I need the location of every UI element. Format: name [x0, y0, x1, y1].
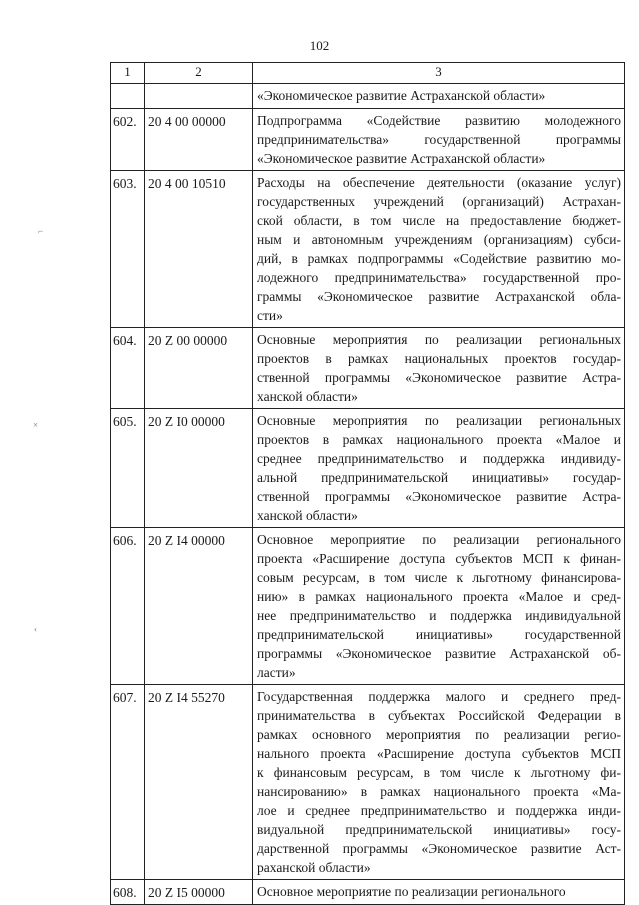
- description-line: «Экономическое развитие Астраханской области»: [257, 88, 546, 103]
- description-line: принимательства в субъектах Российской Федерации в: [257, 708, 621, 723]
- classification-code: 20 Z 00 00000: [145, 328, 253, 409]
- description-line: предпринимательства» государственной программы: [257, 132, 621, 147]
- description-line: к финансовым ресурсам, в том числе к льготному фи-: [257, 765, 621, 780]
- description-line: раханской области»: [257, 860, 371, 875]
- margin-mark: ‹: [34, 624, 37, 634]
- page-number: 102: [309, 38, 330, 53]
- row-number: 608.: [111, 880, 145, 905]
- margin-mark: ×: [33, 420, 39, 430]
- table-header-row: [111, 63, 625, 84]
- description-cell: [253, 685, 625, 880]
- header-cell: 1: [111, 63, 145, 84]
- table-row: [111, 880, 625, 905]
- description-line: ханской области»: [257, 508, 358, 523]
- description-line: Государственная поддержка малого и среднего пред-: [257, 689, 621, 704]
- description-line: Расходы на обеспечение деятельности (оказание услуг): [257, 175, 621, 190]
- description-line: предпринимательской инициативы» государственной: [257, 627, 621, 642]
- classification-code: 20 4 00 10510: [145, 171, 253, 328]
- classification-code: 20 Z I5 00000: [145, 880, 253, 905]
- classification-code: 20 4 00 00000: [145, 109, 253, 171]
- description-cell: [253, 109, 625, 171]
- classification-code: 20 Z I4 55270: [145, 685, 253, 880]
- description-line: рамках основного мероприятия по реализации регио-: [257, 727, 621, 742]
- description-line: лое и среднее предпринимательство и поддержка инди-: [257, 803, 621, 818]
- description-cell: [253, 880, 625, 905]
- description-line: Подпрограмма «Содействие развитию молодежного: [257, 113, 621, 128]
- header-cell: 3: [253, 63, 625, 84]
- description-line: ласти»: [257, 665, 296, 680]
- table-row: [111, 109, 625, 171]
- description-line: лодежного предпринимательства» государственной про-: [257, 270, 621, 285]
- table-row: [111, 409, 625, 528]
- description-line: проекта «Расширение доступа субъектов МСП к финан-: [257, 551, 621, 566]
- row-number: 604.: [111, 328, 145, 409]
- description-line: нального проекта «Расширение доступа субъектов МСП: [257, 746, 621, 761]
- description-cell: [253, 409, 625, 528]
- row-number: 605.: [111, 409, 145, 528]
- description-line: ханской области»: [257, 389, 358, 404]
- description-line: «Экономическое развитие Астраханской области»: [257, 151, 546, 166]
- description-line: видуальной предпринимательской инициативы» госу-: [257, 822, 621, 837]
- table-row: [111, 171, 625, 328]
- description-line: нее предпринимательство и поддержка индивидуальной: [257, 608, 621, 623]
- description-line: Основные мероприятия по реализации региональных: [257, 413, 621, 428]
- description-line: ственной программы «Экономическое развитие Астра-: [257, 489, 621, 504]
- row-number: 606.: [111, 528, 145, 685]
- description-line: среднее предпринимательство и поддержка индивиду-: [257, 451, 621, 466]
- description-line: сти»: [257, 308, 283, 323]
- budget-classification-table: [110, 62, 625, 905]
- description-cell: [253, 328, 625, 409]
- description-line: Основное мероприятие по реализации регионального: [257, 532, 621, 547]
- row-number: 602.: [111, 109, 145, 171]
- table-row: [111, 528, 625, 685]
- row-number: 607.: [111, 685, 145, 880]
- description-line: ным и автономным учреждениям (организациям) субси-: [257, 232, 621, 247]
- description-line: нию» в рамках национального проекта «Малое и сред-: [257, 589, 621, 604]
- description-line: дарственной программы «Экономическое развитие Аст-: [257, 841, 621, 856]
- description-line: ственной программы «Экономическое развитие Астра-: [257, 370, 621, 385]
- description-line: программы «Экономическое развитие Астраханской об-: [257, 646, 621, 661]
- description-cell: [253, 528, 625, 685]
- classification-code: 20 Z I0 00000: [145, 409, 253, 528]
- description-line: граммы «Экономическое развитие Астраханской обла-: [257, 289, 621, 304]
- description-cell: [253, 171, 625, 328]
- description-line: Основные мероприятия по реализации региональных: [257, 332, 621, 347]
- description-cell: [253, 84, 625, 109]
- row-number: 603.: [111, 171, 145, 328]
- description-line: альной предпринимательской инициативы» государ-: [257, 470, 621, 485]
- classification-code: 20 Z I4 00000: [145, 528, 253, 685]
- description-line: государственных учреждений (организаций) Астрахан-: [257, 194, 621, 209]
- margin-mark: ⌐: [38, 226, 44, 236]
- description-line: дий, в рамках подпрограммы «Содействие развитию мо-: [257, 251, 621, 266]
- description-line: проектов в рамках национальных проектов государ-: [257, 351, 621, 366]
- table-row: [111, 685, 625, 880]
- description-line: нансированию» в рамках национального проекта «Ма-: [257, 784, 621, 799]
- description-line: совым ресурсам, в том числе к льготному финансирова-: [257, 570, 621, 585]
- description-line: проектов в рамках национального проекта «Малое и: [257, 432, 621, 447]
- description-line: Основное мероприятие по реализации регионального: [257, 884, 566, 899]
- description-line: ской области, в том числе на предоставление бюджет-: [257, 213, 621, 228]
- classification-code: [145, 84, 253, 109]
- row-number: [111, 84, 145, 109]
- table-row: [111, 84, 625, 109]
- table-row: [111, 328, 625, 409]
- header-cell: 2: [145, 63, 253, 84]
